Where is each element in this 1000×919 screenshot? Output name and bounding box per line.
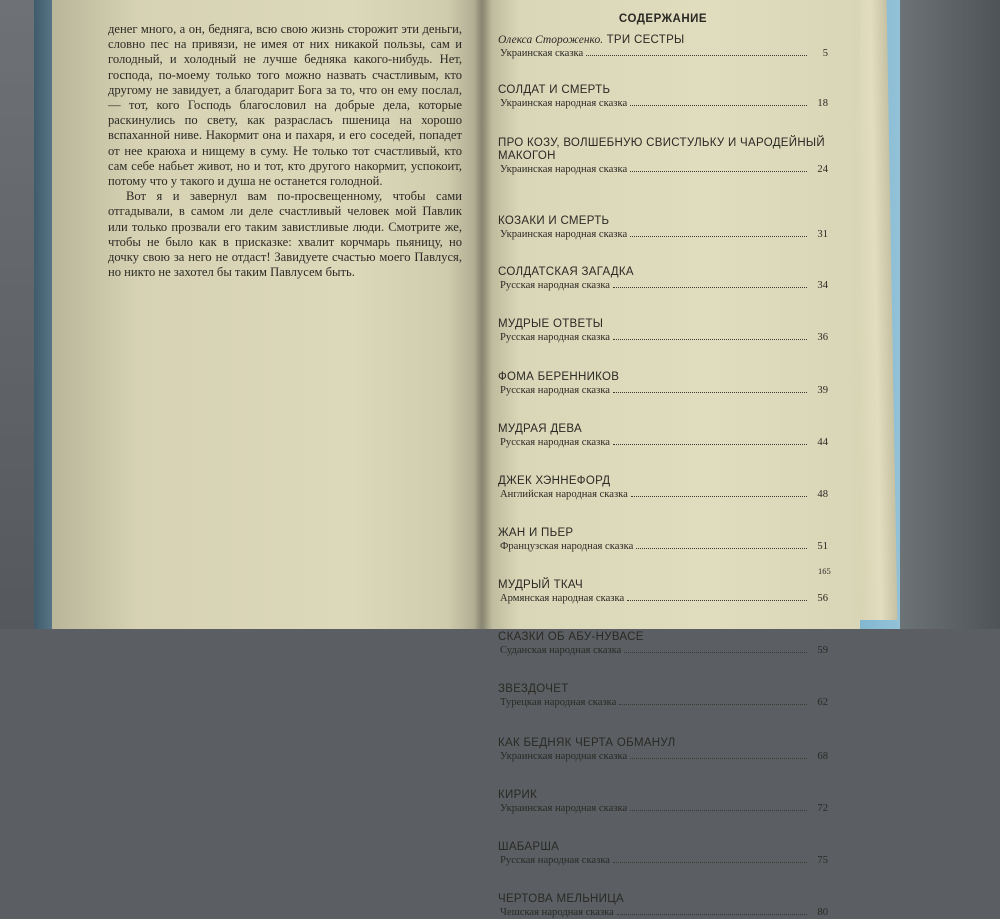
toc-entry-subtitle: Армянская народная сказка — [500, 593, 625, 604]
toc-leader-dots — [627, 600, 807, 601]
toc-entry-row — [498, 854, 828, 867]
toc-entry — [498, 137, 828, 176]
toc-entry-title — [498, 737, 828, 750]
toc-entry-title — [498, 789, 828, 802]
toc-entry-subtitle: Русская народная сказка — [500, 332, 611, 343]
toc-entry — [498, 475, 828, 501]
toc-entry-page: 56 — [817, 593, 828, 604]
toc-entry-row — [498, 802, 828, 815]
toc-entry-page: 31 — [817, 229, 828, 240]
toc-entry-page: 72 — [817, 803, 828, 814]
toc-leader-dots — [631, 496, 807, 497]
toc-entry-heading: ТРИ СЕСТРЫ — [606, 34, 685, 46]
toc-entry — [498, 84, 828, 110]
toc-entry — [498, 737, 828, 763]
toc-entry-title — [498, 215, 828, 228]
toc-entry-subtitle: Украинская народная сказка — [500, 803, 628, 814]
toc-entry-heading: ЧЕРТОВА МЕЛЬНИЦА — [498, 893, 624, 905]
toc-entry-row — [498, 384, 828, 397]
toc-entry-title — [498, 371, 828, 384]
toc-entry-row — [498, 750, 828, 763]
toc-entry-row — [498, 436, 828, 449]
book-gutter — [474, 0, 492, 629]
toc-entry-subtitle: Русская народная сказка — [500, 280, 611, 291]
toc-entry-page: 80 — [817, 907, 828, 918]
toc-leader-dots — [613, 287, 807, 288]
toc-entry-row — [498, 540, 828, 553]
toc-entry-heading: СКАЗКИ ОБ АБУ-НУВАСЕ — [498, 631, 644, 643]
toc-entry-subtitle: Чешская народная сказка — [500, 907, 614, 918]
toc-entry-heading: ЗВЕЗДОЧЕТ — [498, 683, 569, 695]
toc-entry-heading: КОЗАКИ И СМЕРТЬ — [498, 215, 610, 227]
toc-leader-dots — [630, 105, 807, 106]
toc-entry-page: 36 — [817, 332, 828, 343]
toc-entry-row — [498, 592, 828, 605]
toc-entry-heading: СОЛДАТСКАЯ ЗАГАДКА — [498, 266, 634, 278]
toc-entry-page: 24 — [817, 164, 828, 175]
toc-entry — [498, 631, 828, 657]
toc-entry-title — [498, 475, 828, 488]
toc-leader-dots — [636, 548, 807, 549]
toc-entry — [498, 34, 828, 60]
story-text — [108, 22, 462, 280]
toc-entry — [498, 266, 828, 292]
toc-entry-title — [498, 423, 828, 436]
toc-entry — [498, 841, 828, 867]
toc-leader-dots — [630, 810, 807, 811]
toc-leader-dots — [630, 236, 807, 237]
toc-entry-page: 62 — [817, 697, 828, 708]
toc-entry-subtitle: Русская народная сказка — [500, 437, 611, 448]
toc-entry-heading: ЖАН И ПЬЕР — [498, 527, 574, 539]
story-paragraph: Вот я и завернул вам по-просвещенному, чтобы сами отгадывали, в самом ли деле счастливый человек мой Павлик или только прозвали его таким завистливые люди. Смотрите же, чтобы не было как в присказке: хвалит корчмарь пьяницу, но дочку свою за него не отдаст! Завидуете счастью моего Павлуся, но никто не захотел бы таким Павлусем быть. — [108, 189, 462, 280]
toc-leader-dots — [586, 55, 807, 56]
toc-entry-title — [498, 579, 828, 592]
toc-entry-author: Олекса Стороженко. — [498, 34, 604, 46]
toc-leader-dots — [630, 171, 807, 172]
toc-entry-heading: ФОМА БЕРЕННИКОВ — [498, 371, 620, 383]
toc-entry-row — [498, 163, 828, 176]
toc-entry-heading: СОЛДАТ И СМЕРТЬ — [498, 84, 611, 96]
toc-entry-heading: ДЖЕК ХЭННЕФОРД — [498, 475, 611, 487]
toc-entry-page: 59 — [817, 645, 828, 656]
toc-entry-page: 34 — [817, 280, 828, 291]
toc-leader-dots — [617, 914, 807, 915]
toc-entry-heading: МУДРАЯ ДЕВА — [498, 423, 582, 435]
toc-leader-dots — [624, 652, 807, 653]
toc-entry-page: 5 — [822, 48, 828, 59]
toc-entry — [498, 893, 828, 919]
toc-entry-subtitle: Украинская сказка — [500, 48, 584, 59]
toc-leader-dots — [619, 704, 807, 705]
table-of-contents — [498, 12, 828, 919]
page-number: 165 — [818, 566, 831, 576]
toc-entry — [498, 371, 828, 397]
toc-entry-row — [498, 228, 828, 241]
toc-entry-subtitle: Украинская народная сказка — [500, 98, 628, 109]
toc-entry-title — [498, 631, 828, 644]
toc-entry-subtitle: Русская народная сказка — [500, 855, 611, 866]
story-paragraph: денег много, а он, бедняга, всю свою жизнь сторожит эти деньги, словно пес на привязи, не имея от них никакой пользы, сам и голодный, и холодный не лучше бедняка какого-нибудь. Нет, господа, по-моему только того можно назвать счастливым, кто другому не завидует, а благодарит Бога за то, что он ему послал, — тот, кого Господь благословил на добрые дела, которые раскинулись по свету, как разрасласъ пшеница на хорошо вспаханной ниве. Накормит она и пахаря, и его соседей, попадет от нее краюха и нищему в суму. Не только тот счастливый, кто сам себе набьет живот, но и тот, кто другого накормит, успокоит, потому что у такого и душа не останется голодной. — [108, 22, 462, 189]
toc-entry-page: 44 — [817, 437, 828, 448]
toc-entry-subtitle: Суданская народная сказка — [500, 645, 622, 656]
toc-entry-subtitle: Французская народная сказка — [500, 541, 634, 552]
toc-entry-heading: МУДРЫЕ ОТВЕТЫ — [498, 318, 604, 330]
toc-entry-row — [498, 331, 828, 344]
toc-entry-page: 51 — [817, 541, 828, 552]
toc-entry — [498, 579, 828, 605]
toc-entry — [498, 683, 828, 709]
toc-leader-dots — [613, 392, 807, 393]
toc-entry-subtitle: Украинская народная сказка — [500, 751, 628, 762]
toc-entry-title — [498, 841, 828, 854]
toc-leader-dots — [613, 339, 807, 340]
toc-entry-heading: МУДРЫЙ ТКАЧ — [498, 579, 583, 591]
toc-entry — [498, 789, 828, 815]
toc-entry-row — [498, 279, 828, 292]
toc-entry-title — [498, 318, 828, 331]
toc-entry — [498, 215, 828, 241]
toc-entry-page: 48 — [817, 489, 828, 500]
toc-entry-row — [498, 97, 828, 110]
toc-entry-page: 18 — [817, 98, 828, 109]
toc-entry-page: 75 — [817, 855, 828, 866]
toc-title: СОДЕРЖАНИЕ — [618, 13, 708, 25]
toc-entry-row — [498, 47, 828, 60]
toc-leader-dots — [613, 862, 807, 863]
toc-entry-title — [498, 84, 828, 97]
toc-entry-title — [498, 683, 828, 696]
toc-entry-row — [498, 906, 828, 919]
toc-entry-title — [498, 34, 828, 47]
toc-entry — [498, 527, 828, 553]
toc-leader-dots — [630, 758, 807, 759]
toc-entry-subtitle: Английская народная сказка — [500, 489, 628, 500]
toc-entry-title — [498, 266, 828, 279]
toc-entry-subtitle: Русская народная сказка — [500, 385, 611, 396]
toc-entry-row — [498, 644, 828, 657]
toc-entry — [498, 318, 828, 344]
toc-list — [498, 34, 828, 919]
toc-entry-page: 68 — [817, 751, 828, 762]
toc-entry-subtitle: Украинская народная сказка — [500, 164, 628, 175]
toc-entry-row — [498, 488, 828, 501]
toc-entry-heading: ШАБАРША — [498, 841, 560, 853]
toc-entry-heading: КАК БЕДНЯК ЧЕРТА ОБМАНУЛ — [498, 737, 676, 749]
toc-entry-title — [498, 893, 828, 906]
toc-entry-title — [498, 527, 828, 540]
toc-entry-page: 39 — [817, 385, 828, 396]
toc-entry — [498, 423, 828, 449]
toc-entry-subtitle: Украинская народная сказка — [500, 229, 628, 240]
toc-entry-heading: КИРИК — [498, 789, 538, 801]
toc-entry-row — [498, 696, 828, 709]
toc-entry-subtitle: Турецкая народная сказка — [500, 697, 617, 708]
toc-entry-title — [498, 137, 828, 163]
toc-leader-dots — [613, 444, 807, 445]
toc-entry-heading: ПРО КОЗУ, ВОЛШЕБНУЮ СВИСТУЛЬКУ И ЧАРОДЕЙНЫЙ МАКОГОН — [498, 137, 825, 162]
table-surface — [900, 0, 1000, 629]
